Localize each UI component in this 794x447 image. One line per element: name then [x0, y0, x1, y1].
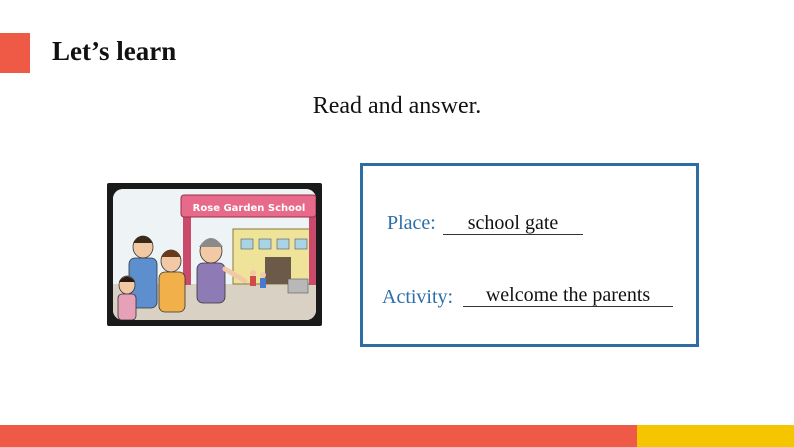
illustration-drawing: [113, 189, 316, 320]
illustration-frame: [107, 183, 322, 326]
title-accent-bar: [0, 33, 30, 73]
school-sign-text: Rose Garden School: [192, 203, 306, 214]
place-label: Place:: [387, 212, 436, 234]
footer-bar-yellow: [637, 425, 794, 447]
page-title: Let’s learn: [52, 36, 177, 66]
instruction-text: Read and answer.: [312, 93, 482, 119]
activity-answer: welcome the parents: [463, 284, 673, 307]
footer-bar-red: [0, 425, 637, 447]
activity-label: Activity:: [382, 286, 454, 308]
place-answer: school gate: [443, 212, 583, 235]
answer-box: [360, 163, 699, 347]
school-gate-illustration: [113, 189, 316, 320]
